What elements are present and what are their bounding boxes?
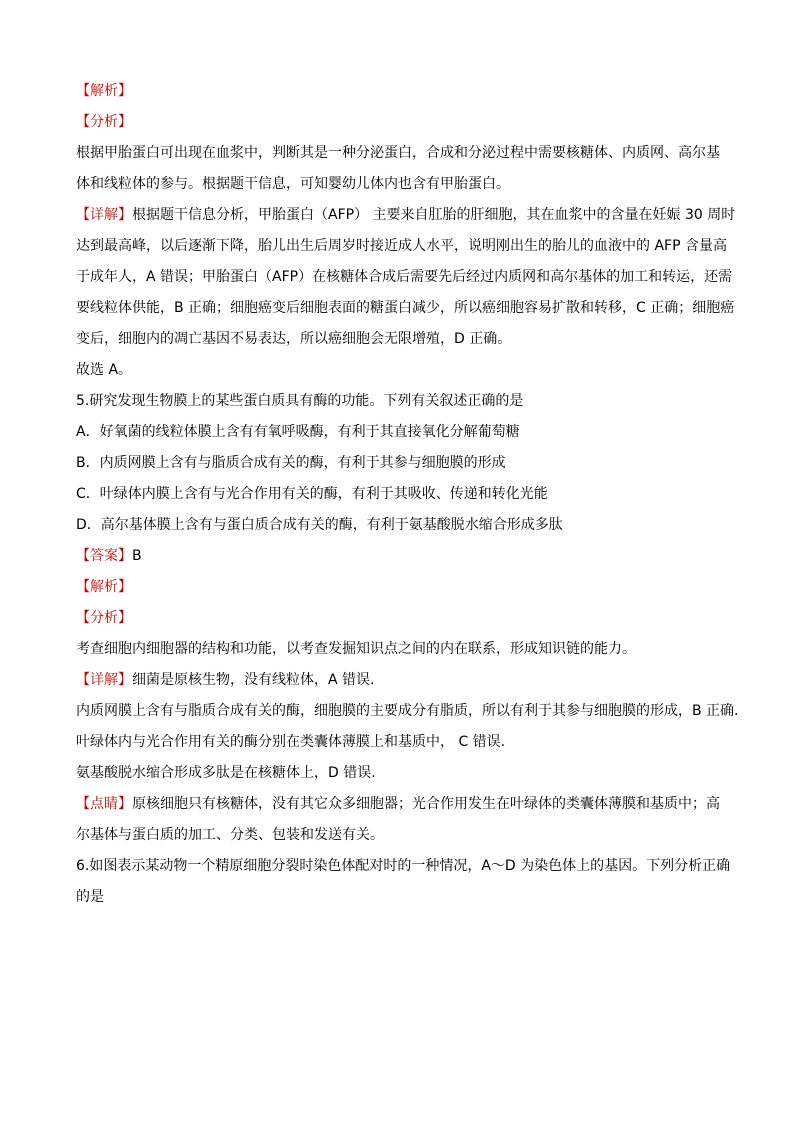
q4-conclusion: 故选 A。 — [76, 362, 133, 378]
detail-tag: 【详解】 — [76, 672, 132, 688]
q4-detail-line: 要线粒体供能，B 正确；细胞癌变后细胞表面的糖蛋白减少，所以癌细胞容易扩散和转移，C 正确；细胞癌 — [76, 300, 735, 316]
q5-point-text: 原核细胞只有核糖体，没有其它众多细胞器；光合作用发生在叶绿体的类囊体薄膜和基质中；高 — [132, 796, 720, 812]
q5-answer — [76, 541, 736, 572]
q4-detail-text: 根据题干信息分析，甲胎蛋白（AFP） 主要来自肛胎的肝细胞，其在血浆中的含量在妊娠 30 周时 — [132, 207, 736, 223]
q5-jiexi-heading — [76, 572, 736, 603]
q5-detail-text: 细菌是原核生物，没有线粒体，A 错误. — [132, 672, 375, 688]
q4-detail-line: 达到最高峰，以后逐渐下降，胎儿出生后周岁时接近成人水平，说明刚出生的胎儿的血液中的 AFP 含量高 — [76, 238, 727, 254]
jiexi-tag: 【解析】 — [76, 579, 132, 595]
q5-option-b: B．内质网膜上含有与脂质合成有关的酶，有利于其参与细胞膜的形成 — [76, 455, 506, 471]
q5-detail-line: 叶绿体内与光合作用有关的酶分别在类囊体薄膜上和基质中， C 错误. — [76, 734, 506, 750]
q5-detail-line: 氨基酸脱水缩合形成多肽是在核糖体上，D 错误. — [76, 765, 376, 781]
q5-option-c: C．叶绿体内膜上含有与光合作用有关的酶，有利于其吸收、传递和转化光能 — [76, 486, 548, 502]
q5-point-line — [76, 789, 736, 820]
jiexi-tag: 【解析】 — [76, 83, 132, 99]
q4-detail-line: 于成年人，A 错误；甲胎蛋白（AFP）在核糖体合成后需要先后经过内质网和高尔基体的加工和转运，还需 — [76, 269, 733, 285]
q4-detail-line: 变后，细胞内的凋亡基因不易表达，所以癌细胞会无限增殖，D 正确。 — [76, 331, 512, 347]
answer-value: B — [132, 548, 142, 564]
q6-stem-line: 6.如图表示某动物一个精原细胞分裂时染色体配对时的一种情况，A～D 为染色体上的基因。下列分析正确 — [76, 858, 731, 874]
point-tag: 【点睛】 — [76, 796, 132, 812]
q5-point-line: 尔基体与蛋白质的加工、分类、包装和发送有关。 — [76, 827, 384, 843]
document-page — [76, 76, 739, 913]
q5-analysis: 考查细胞内细胞器的结构和功能，以考查发掘知识点之间的内在联系，形成知识链的能力。 — [76, 641, 636, 657]
q4-fenxi-heading — [76, 107, 736, 138]
q4-jiexi-heading — [76, 76, 736, 107]
q5-fenxi-heading — [76, 603, 736, 634]
q4-analysis-line: 体和线粒体的参与。根据题干信息，可知婴幼儿体内也含有甲胎蛋白。 — [76, 176, 510, 192]
detail-tag: 【详解】 — [76, 207, 132, 223]
q5-option-a: A．好氧菌的线粒体膜上含有有氧呼吸酶，有利于其直接氧化分解葡萄糖 — [76, 424, 520, 440]
fenxi-tag: 【分析】 — [76, 114, 132, 130]
q5-detail-line: 内质网膜上含有与脂质合成有关的酶，细胞膜的主要成分有脂质，所以有利于其参与细胞膜的形成，B 正确. — [76, 703, 739, 719]
q4-detail-line — [76, 200, 736, 231]
q5-detail-line — [76, 665, 736, 696]
q5-option-d: D．高尔基体膜上含有与蛋白质合成有关的酶，有利于氨基酸脱水缩合形成多肽 — [76, 517, 563, 533]
fenxi-tag: 【分析】 — [76, 610, 132, 626]
q6-stem-line: 的是 — [76, 889, 104, 905]
q5-stem: 5.研究发现生物膜上的某些蛋白质具有酶的功能。下列有关叙述正确的是 — [76, 393, 524, 409]
answer-tag: 【答案】 — [76, 548, 132, 564]
q4-analysis-line: 根据甲胎蛋白可出现在血浆中，判断其是一种分泌蛋白，合成和分泌过程中需要核糖体、内质网、高尔基 — [76, 145, 720, 161]
